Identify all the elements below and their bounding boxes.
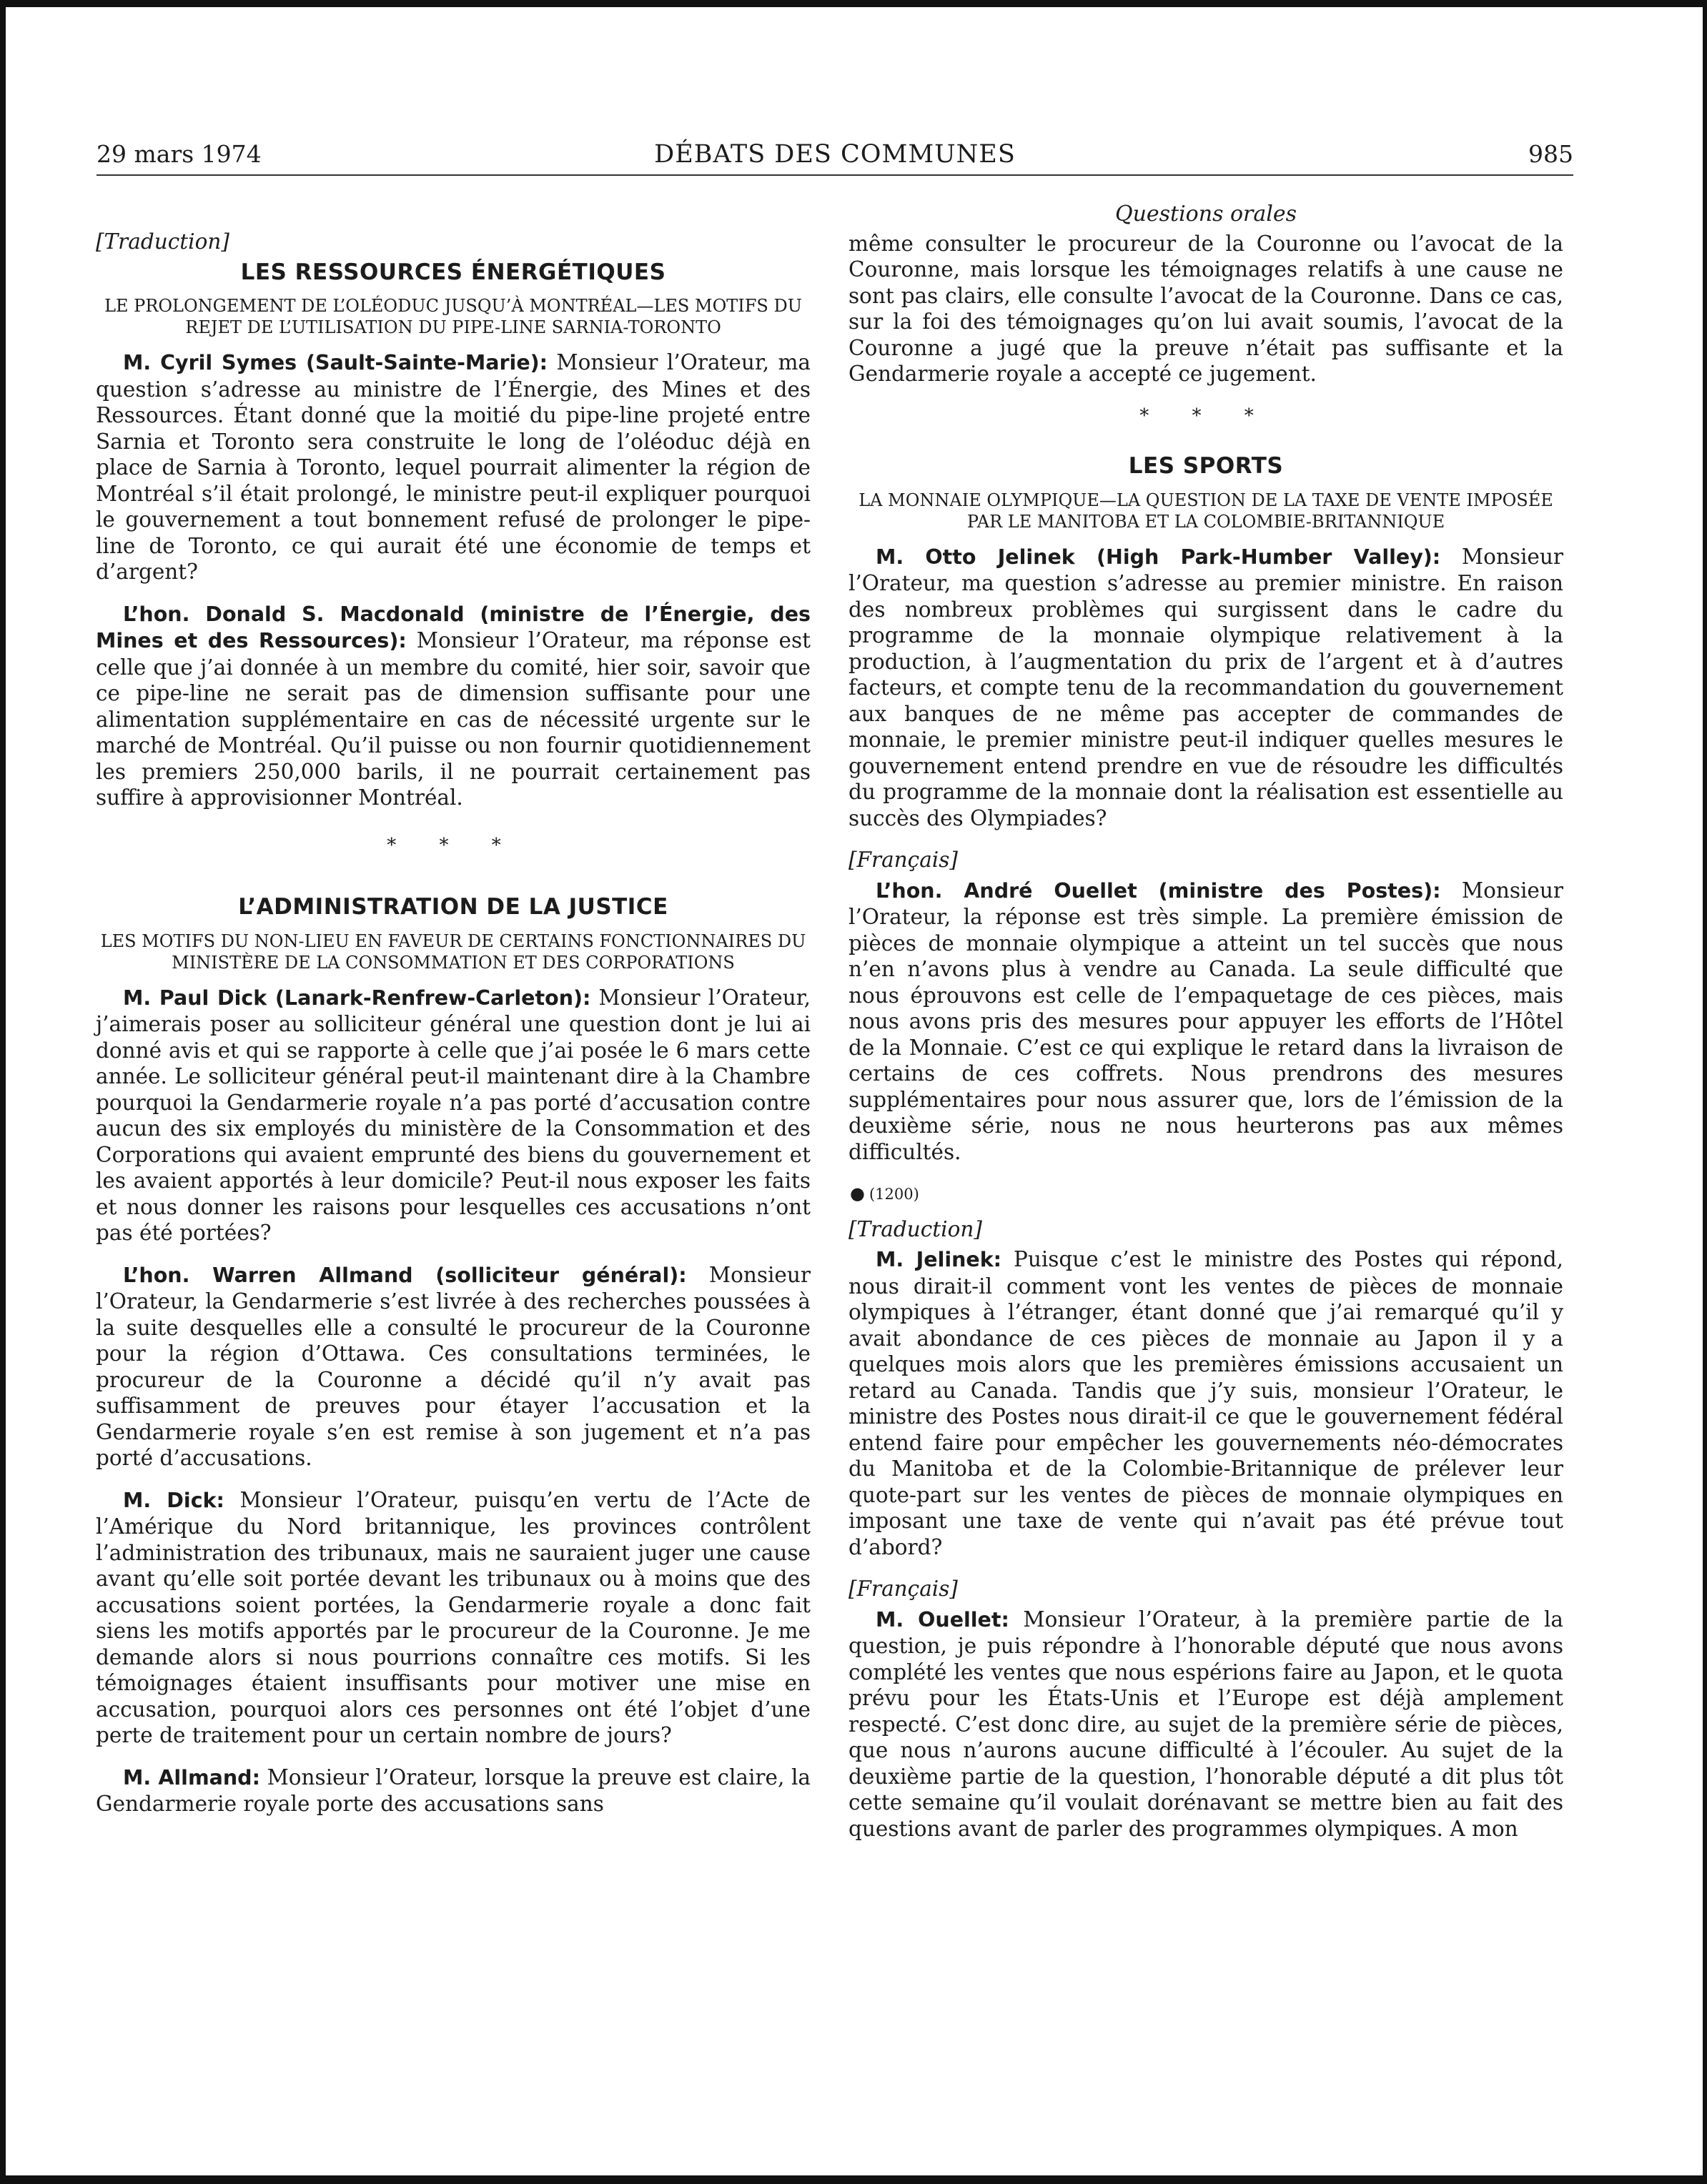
scan-border-top [0, 0, 1707, 7]
speaker-name: M. Jelinek: [876, 1248, 1002, 1271]
paragraph-ouellet-2 [848, 1607, 1563, 1842]
language-note: [Traduction] [848, 1216, 982, 1241]
time-marker [850, 1181, 1563, 1208]
section-title-energy: LES RESSOURCES ÉNERGÉTIQUES [240, 259, 666, 285]
speaker-name: M. Dick: [123, 1488, 224, 1512]
paragraph-symes [96, 349, 811, 585]
paragraph-text: Monsieur l’Orateur, j’aimerais poser au solliciteur général une question dont je lui ai donné avis et qui se rapporte à celle que j’ai posée le 6 mars cette année. Le solliciteur général peut-il maintenant dire à la Chambre pourquoi la Gendarmerie royale n’a pas porté d’accusation contre aucun des six employés du ministère de la Consommation et des Corporations qui avaient emprunté des biens du gouvernement et les avaient apportés à leur domicile? Peut-il nous exposer les faits et nous donner les raisons pour lesquelles ces accusations n’ont pas été portées? [96, 985, 811, 1245]
paragraph-allmand [96, 1262, 811, 1471]
section-separator: * * * [1139, 404, 1272, 427]
paragraph-continuation: même consulter le procureur de la Couronne ou l’avocat de la Couronne, mais lorsque les témoignages relatifs à une cause ne sont pas clairs, elle consulte l’avocat de la Couronne. Dans ce cas, sur la foi des témoignages qu’on lui avait soumis, l’avocat de la Couronne a jugé que la preuve n’était pas suffisante et la Gendarmerie royale a accepté ce jugement. [848, 231, 1563, 386]
paragraph-jelinek-2 [848, 1246, 1563, 1560]
paragraph-ouellet [848, 878, 1563, 1166]
paragraph-text: Monsieur l’Orateur, puisqu’en vertu de l’Acte de l’Amérique du Nord britannique, les provinces contrôlent l’administration des tribunaux, mais ne sauraient juger une cause avant qu’elle soit portée devant les tribunaux ou à moins que des accusations soient portées, la Gendarmerie royale a donc fait siens les motifs apportés par le procureur de la Couronne. Je me demande alors si nous pourrions connaître ces motifs. Si les témoignages étaient insuffisants pour motiver une mise en accusation, pourquoi alors ces personnes ont été l’objet d’une perte de traitement pour un certain nombre de jours? [96, 1487, 811, 1747]
right-column [848, 202, 1563, 1857]
left-column [96, 229, 811, 1833]
speaker-name: L’hon. Warren Allmand (solliciteur général): [123, 1263, 687, 1287]
speaker-name: L’hon. Donald S. Macdonald (ministre de l’Énergie, des Mines et des Ressources): [96, 602, 811, 652]
header-title: DÉBATS DES COMMUNES [654, 140, 1016, 169]
paragraph-text: Puisque c’est le ministre des Postes qui répond, nous dirait-il comment vont les ventes de pièces de monnaie olympiques à l’étranger, étant donné que j’ai remarqué qu’il y avait abondance de ces pièces de monnaie au Japon il y a quelques mois alors que les premières émissions accusaient un retard au Canada. Tandis que j’y suis, monsieur l’Orateur, le ministre des Postes nous dirait-il ce que le gouvernement fédéral entend faire pour empêcher les gouvernements néo-démocrates du Manitoba et de la Colombie-Britannique de prélever leur quote-part sur les ventes de pièces de monnaie olympiques en imposant une taxe de vente qui n’avait pas été prévue tout d’abord? [848, 1247, 1563, 1559]
language-note: [Français] [848, 848, 958, 872]
section-title-sports: LES SPORTS [1128, 453, 1284, 479]
paragraph-text: Monsieur l’Orateur, la réponse est très simple. La première émission de pièces de monnaie olympique a atteint un tel succès que nous n’en n’avons plus à vendre au Canada. La seule difficulté que nous éprouvons est celle de l’empaquetage de ces pièces, mais nous avons pris des mesures pour appuyer les efforts de l’Hôtel de la Monnaie. C’est ce qui explique le retard dans la livraison de certains de ces coffrets. Nous prendrons des mesures supplémentaires pour nous assurer que, lors de l’émission de la deuxième série, nous ne nous heurterons pas aux mêmes difficultés. [848, 878, 1563, 1164]
header-date: 29 mars 1974 [97, 140, 262, 168]
speaker-name: M. Allmand: [123, 1765, 260, 1790]
section-separator: * * * [387, 834, 520, 856]
paragraph-text: Monsieur l’Orateur, la Gendarmerie s’est livrée à des recherches poussées à la suite desquelles elle a consulté le procureur de la Couronne pour la région d’Ottawa. Ces consultations terminées, le procureur de la Couronne a décidé qu’il n’y avait pas suffisamment de preuves pour étayer l’accusation et la Gendarmerie royale s’en est remise à son jugement et n’a pas porté d’accusations. [96, 1262, 811, 1470]
speaker-name: M. Ouellet: [876, 1607, 1009, 1632]
paragraph-macdonald [96, 601, 811, 811]
paragraph-dick-2 [96, 1487, 811, 1749]
paragraph-text: Monsieur l’Orateur, lorsque la preuve est claire, la Gendarmerie royale porte des accusations sans [96, 1764, 811, 1816]
time-marker-text: (1200) [869, 1186, 919, 1203]
subheading-olympic-coins: LA MONNAIE OLYMPIQUE—LA QUESTION DE LA TAXE DE VENTE IMPOSÉE PAR LE MANITOBA ET LA COLOMBIE-BRITANNIQUE [859, 490, 1553, 532]
paragraph-text: Monsieur l’Orateur, ma question s’adresse au premier ministre. En raison des nombreux problèmes qui surgissent dans le cadre du programme de la monnaie olympique relativement à la production, à l’augmentation du prix de l’argent et à d’autres facteurs, et compte tenu de la recommandation du gouvernement aux banques de ne même pas accepter de commandes de monnaie, le premier ministre peut-il indiquer quelles mesures le gouvernement entend prendre en vue de résoudre les difficultés du programme de la monnaie dont la réalisation est essentielle au succès des Olympiades? [848, 544, 1563, 830]
header-page-number: 985 [1528, 140, 1573, 168]
column-heading: Questions orales [1114, 202, 1297, 227]
paragraph-text: Monsieur l’Orateur, ma question s’adresse au ministre de l’Énergie, des Mines et des Ressources. Étant donné que la moitié du pipe-line projeté entre Sarnia et Toronto sera construite le long de l’oléoduc déjà en place de Sarnia à Toronto, lequel pourrait alimenter la région de Montréal s’il était prolongé, le ministre peut-il expliquer pourquoi le gouvernement a tout bonnement refusé de prolonger le pipe-line de Toronto, ce qui aurait été une économie de temps et d’argent? [96, 350, 811, 584]
bullet-icon: ● [850, 1183, 865, 1203]
speaker-name: M. Cyril Symes (Sault-Sainte-Marie): [123, 351, 548, 374]
subheading-non-lieu: LES MOTIFS DU NON-LIEU EN FAVEUR DE CERTAINS FONCTIONNAIRES DU MINISTÈRE DE LA CONSOMMATION ET DES CORPORATIONS [100, 930, 806, 973]
language-note: [Français] [848, 1577, 958, 1601]
section-title-justice: L’ADMINISTRATION DE LA JUSTICE [238, 894, 668, 920]
language-note: [Traduction] [96, 229, 229, 254]
paragraph-dick [96, 985, 811, 1246]
speaker-name: M. Paul Dick (Lanark-Renfrew-Carleton): [123, 986, 591, 1010]
speaker-name: M. Otto Jelinek (High Park-Humber Valley): [876, 545, 1441, 569]
scan-border-left [0, 0, 6, 2184]
paragraph-text: Monsieur l’Orateur, à la première partie de la question, je puis répondre à l’honorable député que nous avons complété les ventes que nous espérions faire au Japon, et le quota prévu pour les États-Unis et l’Europe est déjà amplement respecté. C’est donc dire, au sujet de la première série de pièces, que nous n’aurons aucune difficulté à l’écouler. Au sujet de la deuxième partie de la question, l’honorable député a dit plus tôt cette semaine qu’il voulait dorénavant se mettre bien au fait des questions avant de parler des programmes olympiques. A mon [848, 1607, 1563, 1841]
running-head [97, 140, 1573, 176]
subheading-pipeline: LE PROLONGEMENT DE L’OLÉODUC JUSQU’À MONTRÉAL—LES MOTIFS DU REJET DE L’UTILISATION DU PIPE-LINE SARNIA-TORONTO [104, 296, 802, 337]
scan-border-right [1703, 0, 1707, 2184]
scan-border-bottom [0, 2175, 1707, 2184]
paragraph-jelinek [848, 544, 1563, 832]
paragraph-allmand-2 [96, 1764, 811, 1817]
paragraph-text: Monsieur l’Orateur, ma réponse est celle que j’ai donnée à un membre du comité, hier soir, savoir que ce pipe-line ne serait pas de dimension suffisante pour une alimentation supplémentaire en cas de nécessité urgente sur le marché de Montréal. Qu’il puisse ou non fournir quotidiennement les premiers 250,000 barils, il ne pourrait certainement pas suffire à approvisionner Montréal. [96, 628, 811, 810]
speaker-name: L’hon. André Ouellet (ministre des Postes): [876, 878, 1441, 903]
